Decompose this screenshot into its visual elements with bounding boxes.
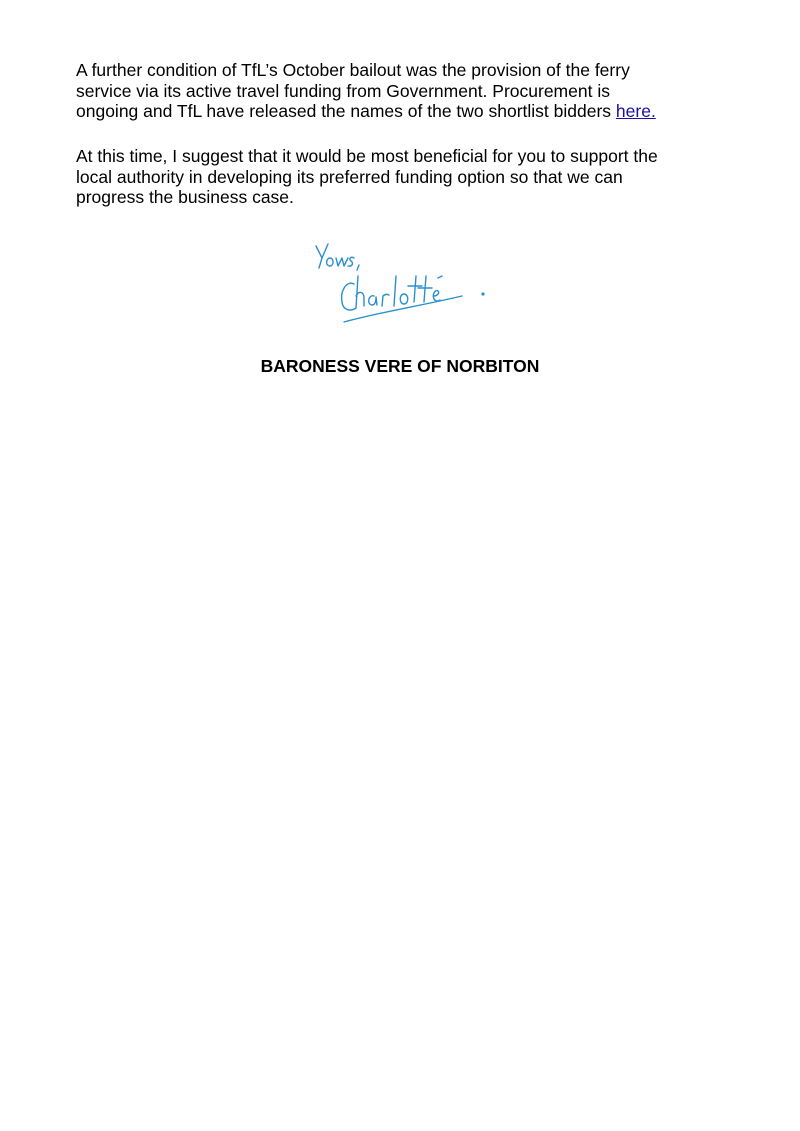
paragraph-line: service via its active travel funding from Government. Procurement is [76, 80, 610, 101]
paragraph-line-text: ongoing and TfL have released the names of the two shortlist bidders [76, 101, 616, 121]
signatory-name: BARONESS VERE OF NORBITON [260, 356, 540, 376]
bidders-link[interactable]: here. [615, 101, 656, 121]
paragraph-ferry-condition [76, 60, 736, 122]
paragraph-line: progress the business case. [76, 187, 294, 207]
paragraph-line: local authority in developing its preferred funding option so that we can [76, 166, 623, 187]
paragraph-line: At this time, I suggest that it would be most beneficial for you to support the [76, 146, 658, 166]
paragraph-recommendation [76, 146, 736, 208]
paragraph-line-with-link [76, 101, 736, 122]
handwritten-signature [300, 232, 500, 332]
signature-image [300, 232, 500, 332]
paragraph-line: A further condition of TfL’s October bailout was the provision of the ferry [76, 60, 630, 80]
